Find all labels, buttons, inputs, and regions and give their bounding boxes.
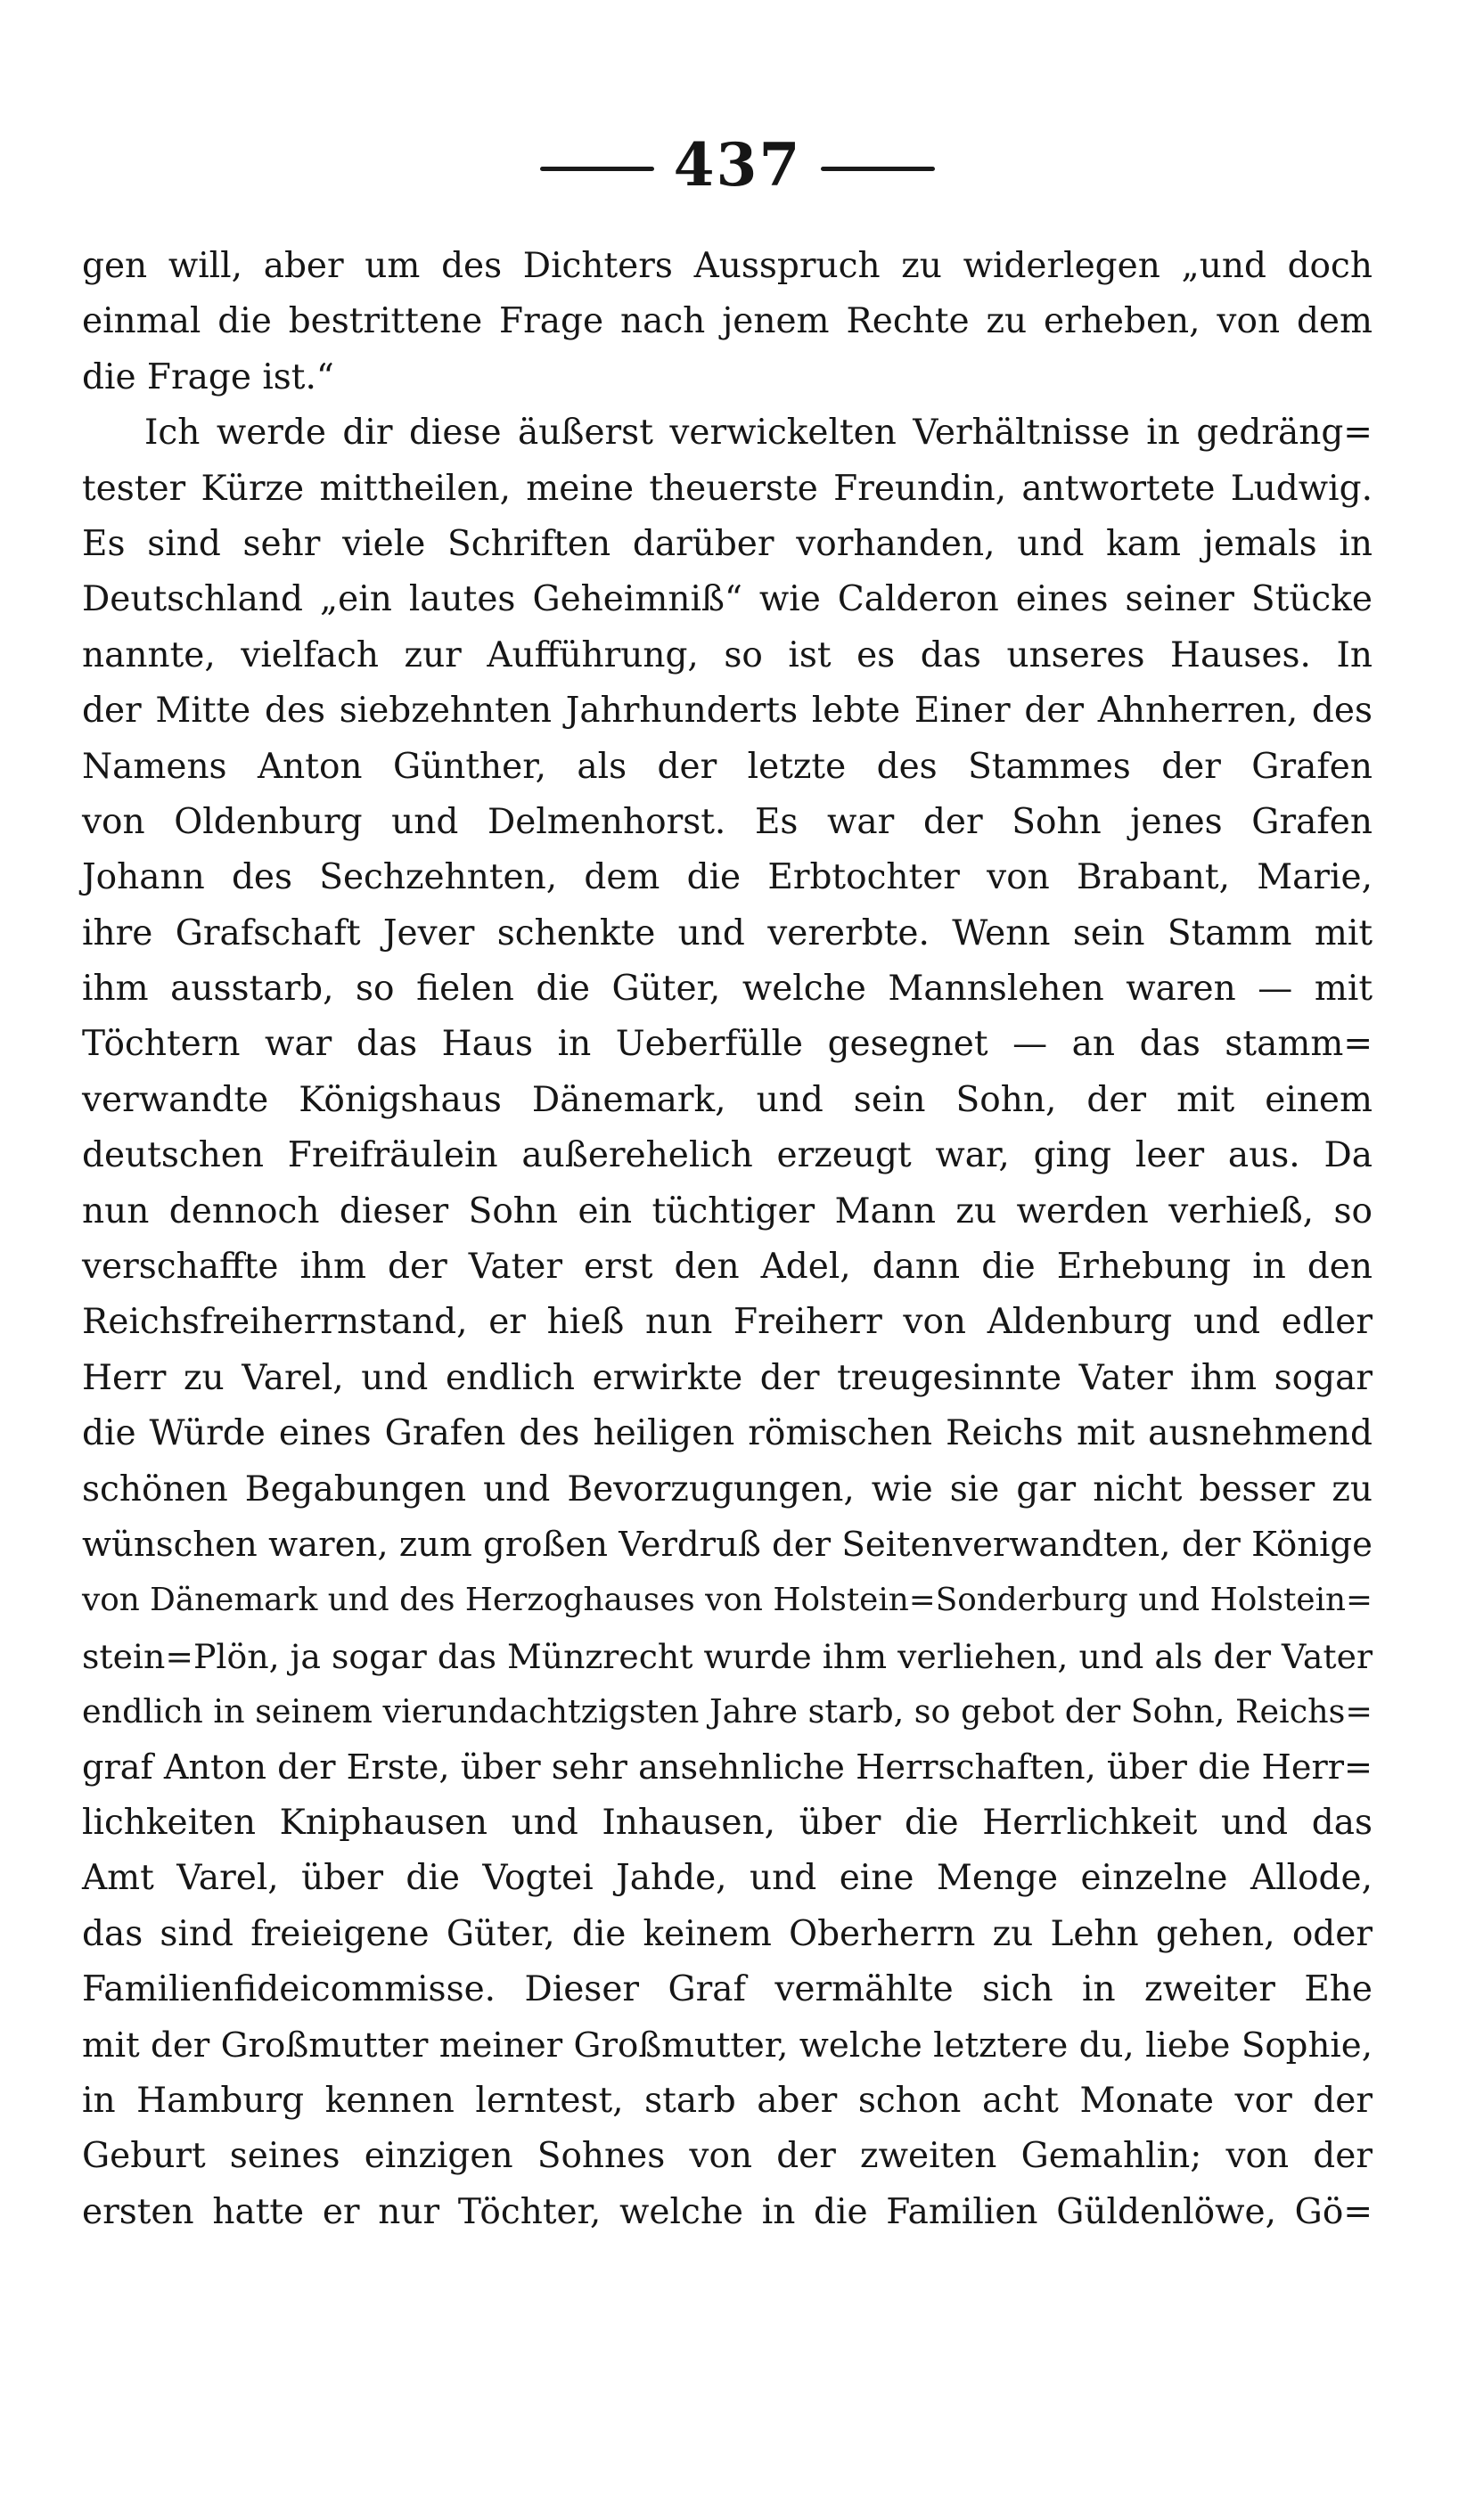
text-line: verwandte Königshaus Dänemark, und sein Sohn, der mit einem [82, 1079, 1373, 1120]
text-line: Amt Varel, über die Vogtei Jahde, und eine Menge einzelne Allode, [82, 1858, 1373, 1899]
text-line: stein=Plön, ja sogar das Münzrecht wurde ihm verliehen, und als der Vater [82, 1636, 1373, 1676]
text-line: mit der Großmutter meiner Großmutter, welche letztere du, liebe Sophie, [82, 2025, 1373, 2066]
body-text [82, 239, 1373, 2240]
text-line: schönen Begabungen und Bevorzugungen, wie sie gar nicht besser zu [82, 1469, 1373, 1510]
text-line: Reichsfreiherrnstand, er hieß nun Freiherr von Aldenburg und edler [82, 1302, 1373, 1343]
text-line: Töchtern war das Haus in Ueberfülle gesegnet — an das stamm= [82, 1024, 1373, 1065]
text-line: Namens Anton Günther, als der letzte des Stammes der Grafen [82, 746, 1373, 787]
text-line: in Hamburg kennen lerntest, starb aber schon acht Monate vor der [82, 2080, 1373, 2121]
text-line: graf Anton der Erste, über sehr ansehnliche Herrschaften, über die Herr= [82, 1747, 1373, 1788]
text-line: der Mitte des siebzehnten Jahrhunderts lebte Einer der Ahnherren, des [82, 691, 1373, 732]
text-line: das sind freieigene Güter, die keinem Oberherrn zu Lehn gehen, oder [82, 1913, 1373, 1954]
text-line: Johann des Sechzehnten, dem die Erbtochter von Brabant, Marie, [82, 857, 1373, 898]
text-line: tester Kürze mittheilen, meine theuerste Freundin, antwortete Ludwig. [82, 468, 1373, 509]
text-line: endlich in seinem vierundachtzigsten Jahre starb, so gebot der Sohn, Reichs= [82, 1692, 1373, 1731]
text-line: ihre Grafschaft Jever schenkte und vererbte. Wenn sein Stamm mit [82, 912, 1373, 953]
text-line: Deutschland „ein lautes Geheimniß“ wie Calderon eines seiner Stücke [82, 579, 1373, 620]
text-line: Geburt seines einzigen Sohnes von der zweiten Gemahlin; von der [82, 2136, 1373, 2177]
text-line: einmal die bestrittene Frage nach jenem Rechte zu erheben, von dem [82, 301, 1373, 342]
text-line: Es sind sehr viele Schriften darüber vorhanden, und kam jemals in [82, 523, 1373, 564]
text-line: deutschen Freifräulein außerehelich erzeugt war, ging leer aus. Da [82, 1135, 1373, 1176]
text-line: ihm ausstarb, so fielen die Güter, welche Mannslehen waren — mit [82, 969, 1373, 1010]
text-line: von Oldenburg und Delmenhorst. Es war der Sohn jenes Grafen [82, 801, 1373, 842]
text-line: lichkeiten Kniphausen und Inhausen, über die Herrlichkeit und das [82, 1802, 1373, 1843]
text-line: Ich werde dir diese äußerst verwickelten Verhältnisse in gedräng= [144, 413, 1373, 454]
text-line: von Dänemark und des Herzoghauses von Holstein=Sonderburg und Holstein= [82, 1582, 1373, 1619]
left-rule [540, 167, 654, 171]
page-header [0, 125, 1475, 205]
text-line: die Würde eines Grafen des heiligen römischen Reichs mit ausnehmend [82, 1413, 1373, 1454]
text-line: gen will, aber um des Dichters Ausspruch zu widerlegen „und doch [82, 246, 1373, 286]
text-line: nannte, vielfach zur Aufführung, so ist es das unseres Hauses. In [82, 634, 1373, 675]
text-line: nun dennoch dieser Sohn ein tüchtiger Mann zu werden verhieß, so [82, 1190, 1373, 1231]
text-line: wünschen waren, zum großen Verdruß der Seitenverwandten, der Könige [82, 1524, 1373, 1565]
text-line: Familienfideicommisse. Dieser Graf vermählte sich in zweiter Ehe [82, 1969, 1373, 2010]
text-line: ersten hatte er nur Töchter, welche in die Familien Güldenlöwe, Gö= [82, 2191, 1373, 2232]
page-number: 437 [673, 130, 802, 200]
right-rule [821, 167, 935, 171]
text-line: die Frage ist.“ [82, 356, 334, 397]
text-line: verschaffte ihm der Vater erst den Adel, dann die Erhebung in den [82, 1247, 1373, 1288]
text-line: Herr zu Varel, und endlich erwirkte der treugesinnte Vater ihm sogar [82, 1357, 1373, 1398]
